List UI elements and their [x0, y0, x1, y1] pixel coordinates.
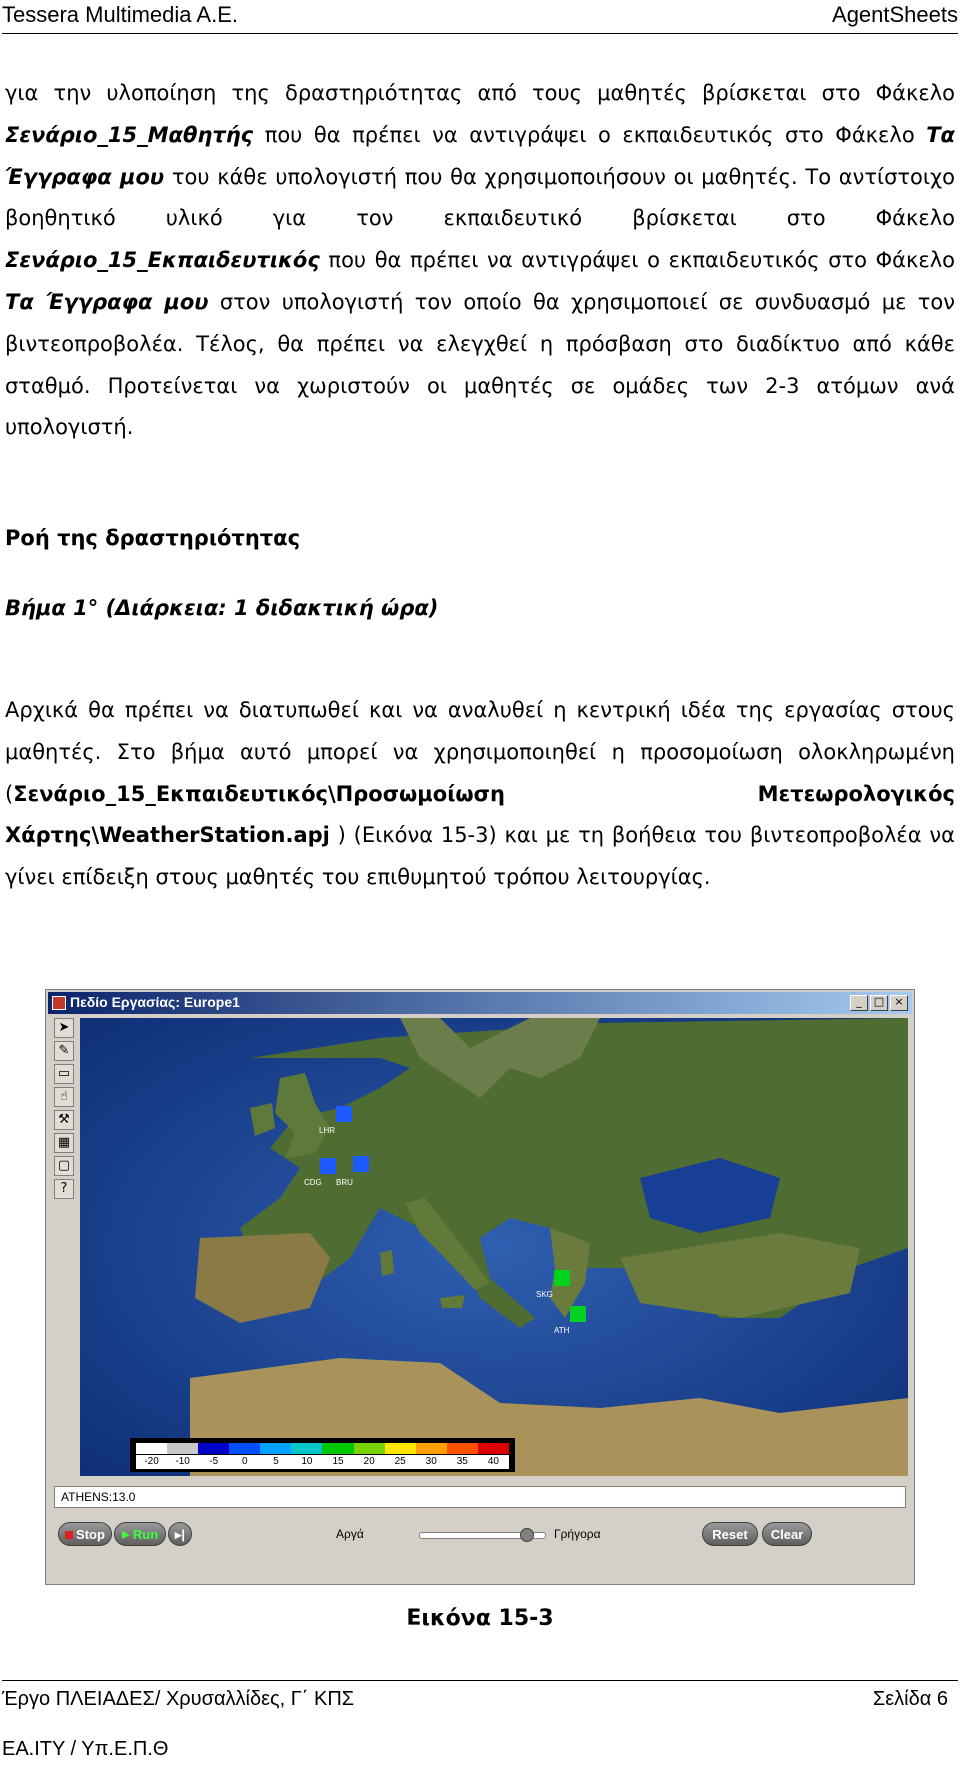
legend-swatch — [229, 1443, 260, 1454]
stop-icon — [65, 1531, 73, 1539]
pencil-icon[interactable]: ✎ — [54, 1041, 74, 1061]
stop-label: Stop — [76, 1527, 105, 1542]
legend-value: 35 — [456, 1456, 468, 1467]
station-label: SKG — [536, 1290, 553, 1299]
step-paragraph — [5, 690, 955, 899]
legend-value: -5 — [209, 1456, 219, 1467]
legend-value: 15 — [332, 1456, 344, 1467]
footer-page-number: Σελίδα 6 — [872, 1688, 948, 1710]
minimize-icon[interactable]: _ — [850, 995, 868, 1011]
text-run: στον υπολογιστή τον οποίο θα χρησιμοποιεί σε συνδυασμό με τον βιντεοπροβολέα. Τέλος, θα πρέπει να ελεγχθεί η πρόσβαση στο διαδίκτυο από κάθε σταθμό. Προτείνεται να χωριστούν οι μαθητές σε ομάδες των 2-3 ατόμων ανά υπολογιστή. — [5, 289, 955, 440]
legend-swatch — [322, 1443, 353, 1454]
clear-button[interactable]: Clear — [762, 1522, 812, 1546]
folder-name: Σενάριο_15_Εκπαιδευτικός — [5, 248, 320, 273]
map-graphic — [80, 1018, 908, 1476]
text-run: Αρχικά θα πρέπει να διατυπωθεί και να αναλυθεί η κεντρική ιδέα της εργασίας στους μαθητές. Στο βήμα αυτό μπορεί να χρησιμοποιηθεί η προσομοίωση ολοκληρωμένη ( — [5, 698, 955, 806]
pattern-icon[interactable]: ▦ — [54, 1133, 74, 1153]
legend-swatch — [354, 1443, 385, 1454]
header-product: AgentSheets — [832, 2, 958, 27]
run-button[interactable] — [114, 1522, 166, 1546]
eraser-icon[interactable]: ▭ — [54, 1064, 74, 1084]
step-button[interactable] — [168, 1522, 192, 1546]
hammer-icon[interactable]: ⚒ — [54, 1110, 74, 1130]
fast-label: Γρήγορα — [554, 1527, 601, 1541]
legend-swatch — [198, 1443, 229, 1454]
legend-value: 40 — [487, 1456, 499, 1467]
legend-value: 25 — [394, 1456, 406, 1467]
legend-color-bar — [136, 1443, 509, 1454]
legend-value: 10 — [301, 1456, 313, 1467]
footer-organization: ΕΑ.ΙΤΥ / Υπ.Ε.Π.Θ — [2, 1738, 169, 1760]
footer-divider — [2, 1680, 958, 1681]
legend-value: 30 — [425, 1456, 437, 1467]
temperature-legend — [130, 1438, 515, 1472]
section-heading: Ροή της δραστηριότητας — [5, 526, 301, 550]
station-label: LHR — [319, 1126, 336, 1135]
text-run: για την υλοποίηση της δραστηριότητας από τους μαθητές βρίσκεται στο Φάκελο — [5, 81, 955, 105]
hand-icon[interactable]: ☝ — [54, 1087, 74, 1107]
legend-value: -10 — [175, 1456, 190, 1467]
text-run: του κάθε υπολογιστή που θα χρησιμοποιήσουν οι μαθητές. Το αντίστοιχο βοηθητικό υλικό για τον εκπαιδευτικό βρίσκεται στο Φάκελο — [5, 164, 955, 231]
station-label: CDG — [304, 1178, 322, 1187]
legend-swatch — [447, 1443, 478, 1454]
legend-swatch — [167, 1443, 198, 1454]
reset-button[interactable]: Reset — [702, 1522, 758, 1546]
text-run: που θα πρέπει να αντιγράψει ο εκπαιδευτικός στο Φάκελο — [319, 248, 955, 273]
legend-swatch — [385, 1443, 416, 1454]
header-company: Tessera Multimedia A.E. — [2, 2, 238, 27]
header-divider — [2, 33, 958, 34]
legend-swatch — [136, 1443, 167, 1454]
simulation-controls — [54, 1520, 906, 1550]
page-header — [0, 0, 960, 30]
stop-button[interactable] — [58, 1522, 112, 1546]
run-label: Run — [132, 1527, 159, 1542]
rectangle-icon[interactable]: ▢ — [54, 1156, 74, 1176]
text-run: που θα πρέπει να αντιγράψει ο εκπαιδευτικός στο Φάκελο — [253, 122, 927, 147]
step-heading: Βήμα 1° (Διάρκεια: 1 διδακτική ώρα) — [5, 596, 439, 620]
app-icon — [52, 996, 66, 1010]
legend-swatch — [416, 1443, 447, 1454]
speed-slider[interactable] — [419, 1532, 546, 1539]
station-marker-skg[interactable] — [554, 1270, 570, 1286]
speed-slider-thumb[interactable] — [520, 1528, 534, 1542]
figure-caption: Εικόνα 15-3 — [406, 1606, 554, 1631]
station-marker-lhr[interactable] — [336, 1106, 352, 1122]
tool-palette — [54, 1018, 76, 1206]
cursor-icon[interactable]: ➤ — [54, 1018, 74, 1038]
legend-value: 20 — [363, 1456, 375, 1467]
station-label: BRU — [336, 1178, 353, 1187]
simulation-window-screenshot — [45, 989, 915, 1585]
legend-values — [136, 1455, 509, 1469]
footer-project: Έργο ΠΛΕΙΑΔΕΣ/ Χρυσαλλίδες, Γ΄ ΚΠΣ — [2, 1688, 355, 1710]
slow-label: Αργά — [336, 1527, 364, 1541]
file-path: Σενάριο_15_Εκπαιδευτικός\Προσωμοίωση Μετεωρολογικός Χάρτης\WeatherStation.apj — [5, 781, 955, 848]
legend-swatch — [291, 1443, 322, 1454]
play-icon — [122, 1531, 130, 1539]
close-icon[interactable]: × — [890, 995, 908, 1011]
folder-name: Τα Έγγραφα μου — [5, 289, 209, 314]
station-marker-bru[interactable] — [353, 1156, 369, 1172]
intro-paragraph — [5, 73, 955, 449]
folder-name: Τα Έγγραφα μου — [5, 122, 955, 189]
legend-value: 0 — [241, 1456, 248, 1467]
help-icon[interactable]: ? — [54, 1179, 74, 1199]
step-icon: ▸| — [174, 1527, 186, 1542]
maximize-icon[interactable]: □ — [870, 995, 888, 1011]
legend-value: -20 — [144, 1456, 159, 1467]
legend-swatch — [260, 1443, 291, 1454]
window-titlebar — [48, 992, 912, 1014]
folder-name: Σενάριο_15_Μαθητής — [5, 122, 254, 147]
legend-value: 5 — [273, 1456, 279, 1467]
station-marker-cdg[interactable] — [320, 1158, 336, 1174]
europe-map[interactable] — [80, 1018, 908, 1476]
station-marker-ath[interactable] — [570, 1306, 586, 1322]
window-title: Πεδίο Εργασίας: Europe1 — [70, 994, 240, 1010]
station-label: ATH — [554, 1326, 570, 1335]
window-controls — [850, 995, 908, 1011]
status-field: ATHENS:13.0 — [54, 1486, 906, 1508]
legend-swatch — [478, 1443, 509, 1454]
text-run: ) (Εικόνα 15-3) και με τη βοήθεια του βιντεοπροβολέα να γίνει επίδειξη στους μαθητές του επιθυμητού τρόπου λειτουργίας. — [5, 823, 955, 890]
